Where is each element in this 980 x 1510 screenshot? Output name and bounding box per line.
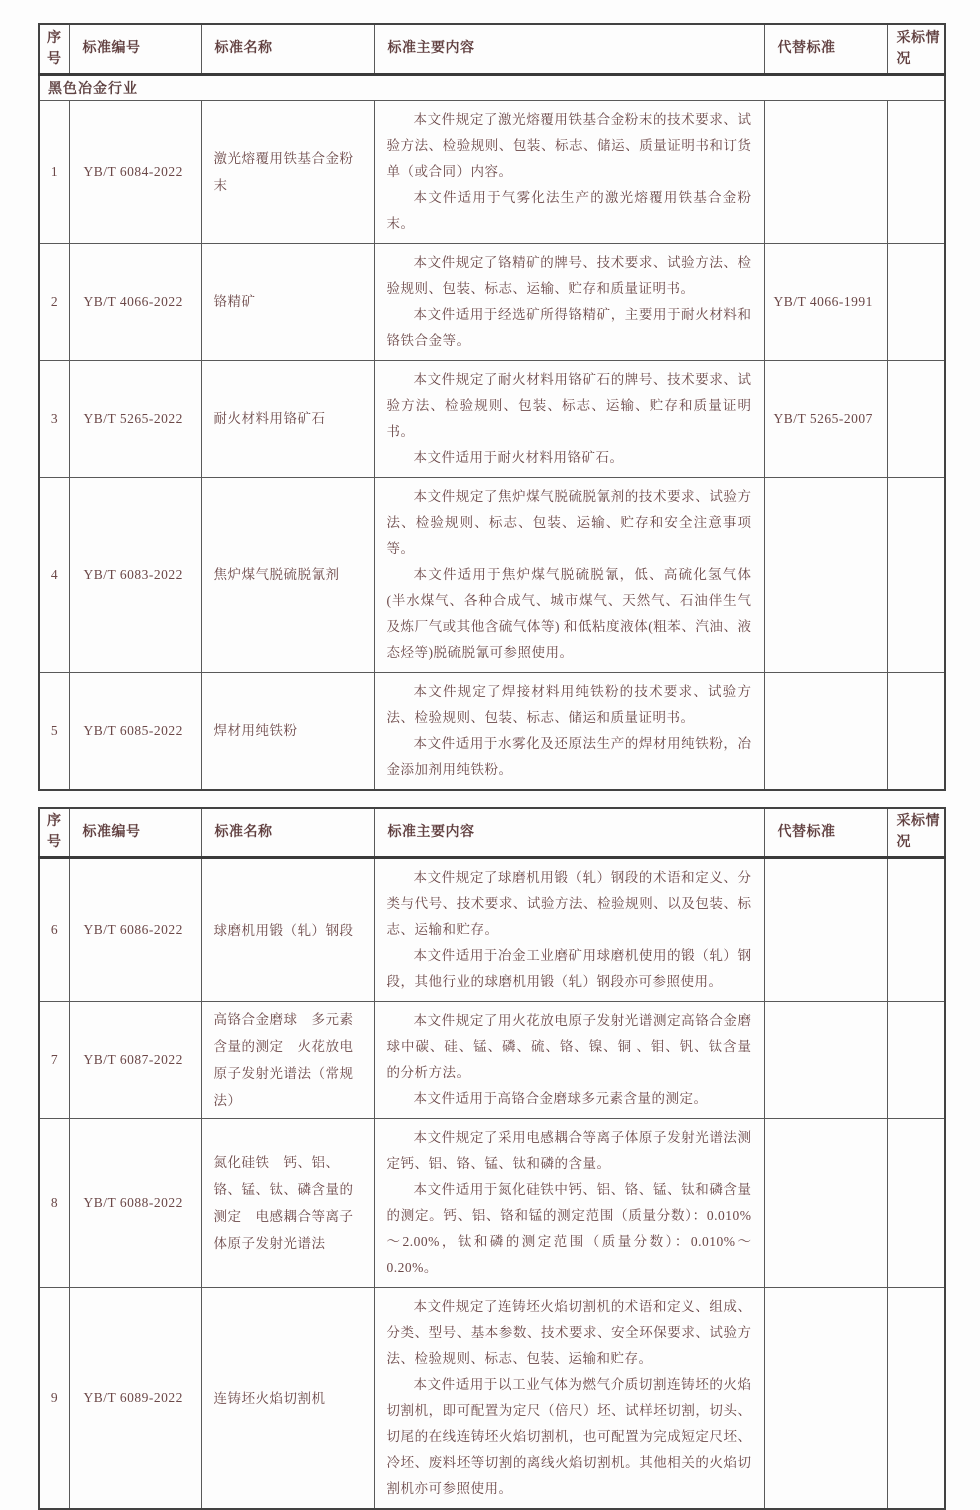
standard-content: [374, 360, 764, 477]
table-row: [39, 477, 945, 672]
standard-name: 耐火材料用铬矿石: [201, 360, 374, 477]
replaced-standard: [764, 1119, 887, 1288]
content-paragraph: 本文件适用于气雾化法生产的激光熔覆用铁基合金粉末。: [387, 185, 752, 237]
standard-content: [374, 1119, 764, 1288]
adoption-status: [887, 360, 945, 477]
row-number: 4: [39, 477, 69, 672]
content-paragraph: 本文件适用于经选矿所得铬精矿，主要用于耐火材料和铬铁合金等。: [387, 302, 752, 354]
standard-code: YB/T 6084-2022: [69, 100, 201, 243]
standard-code: YB/T 5265-2022: [69, 360, 201, 477]
content-paragraph: 本文件适用于焦炉煤气脱硫脱氰，低、高硫化氢气体(半水煤气、各种合成气、城市煤气、天然气、石油伴生气及炼厂气或其他含硫气体等) 和低粘度液体(粗苯、汽油、液态烃等)脱硫脱氰可参照使用。: [387, 562, 752, 666]
adoption-status: [887, 1002, 945, 1119]
content-paragraph: 本文件适用于以工业气体为燃气介质切割连铸坯的火焰切割机，即可配置为定尺（倍尺）坯、试样坯切割，切头、切尾的在线连铸坯火焰切割机，也可配置为完成短定尺坯、冷坯、废料坯等切割的离线火焰切割机。其他相关的火焰切割机亦可参照使用。: [387, 1372, 752, 1502]
standard-content: [374, 477, 764, 672]
replaced-standard: [764, 1288, 887, 1510]
row-number: 3: [39, 360, 69, 477]
column-header-adoption: 采标情况: [887, 24, 945, 74]
row-number: 8: [39, 1119, 69, 1288]
standard-code: YB/T 6083-2022: [69, 477, 201, 672]
row-number: 6: [39, 858, 69, 1002]
row-number: 5: [39, 672, 69, 790]
table-row: [39, 858, 945, 1002]
content-paragraph: 本文件适用于氮化硅铁中钙、铝、铬、锰、钛和磷含量的测定。钙、铝、铬和锰的测定范围（质量分数）：0.010%～2.00%，钛和磷的测定范围（质量分数）：0.010%～0.20%。: [387, 1177, 752, 1281]
standard-content: [374, 1288, 764, 1510]
replaced-standard: [764, 100, 887, 243]
content-paragraph: 本文件适用于水雾化及还原法生产的焊材用纯铁粉，冶金添加剂用纯铁粉。: [387, 731, 752, 783]
adoption-status: [887, 1288, 945, 1510]
table-row: [39, 243, 945, 360]
content-paragraph: 本文件规定了激光熔覆用铁基合金粉末的技术要求、试验方法、检验规则、包装、标志、储运、质量证明书和订货单（或合同）内容。: [387, 107, 752, 185]
table-row: [39, 1288, 945, 1510]
table-row: [39, 360, 945, 477]
content-paragraph: 本文件规定了焊接材料用纯铁粉的技术要求、试验方法、检验规则、包装、标志、储运和质量证明书。: [387, 679, 752, 731]
standard-name: 高铬合金磨球 多元素含量的测定 火花放电原子发射光谱法（常规法）: [201, 1002, 374, 1119]
column-header-name: 标准名称: [201, 24, 374, 74]
adoption-status: [887, 858, 945, 1002]
adoption-status: [887, 672, 945, 790]
standard-name: 铬精矿: [201, 243, 374, 360]
column-header-replaces: 代替标准: [764, 24, 887, 74]
column-header-name: 标准名称: [201, 808, 374, 858]
standard-name: 焦炉煤气脱硫脱氰剂: [201, 477, 374, 672]
standard-name: 焊材用纯铁粉: [201, 672, 374, 790]
table-row: [39, 1002, 945, 1119]
content-paragraph: 本文件适用于耐火材料用铬矿石。: [387, 445, 752, 471]
row-number: 2: [39, 243, 69, 360]
replaced-standard: YB/T 4066-1991: [764, 243, 887, 360]
table-row: [39, 672, 945, 790]
standard-name: 连铸坯火焰切割机: [201, 1288, 374, 1510]
standard-code: YB/T 6088-2022: [69, 1119, 201, 1288]
replaced-standard: [764, 477, 887, 672]
industry-section-row: [39, 74, 945, 100]
table-row: [39, 100, 945, 243]
replaced-standard: [764, 1002, 887, 1119]
column-header-adoption: 采标情况: [887, 808, 945, 858]
standard-content: [374, 672, 764, 790]
content-paragraph: 本文件规定了连铸坯火焰切割机的术语和定义、组成、分类、型号、基本参数、技术要求、安全环保要求、试验方法、检验规则、标志、包装、运输和贮存。: [387, 1294, 752, 1372]
standard-code: YB/T 6085-2022: [69, 672, 201, 790]
column-header-code: 标准编号: [69, 24, 201, 74]
standard-name: 氮化硅铁 钙、铝、铬、锰、钛、磷含量的测定 电感耦合等离子体原子发射光谱法: [201, 1119, 374, 1288]
adoption-status: [887, 1119, 945, 1288]
adoption-status: [887, 100, 945, 243]
content-paragraph: 本文件适用于冶金工业磨矿用球磨机使用的锻（轧）钢段，其他行业的球磨机用锻（轧）钢段亦可参照使用。: [387, 943, 752, 995]
content-paragraph: 本文件规定了球磨机用锻（轧）钢段的术语和定义、分类与代号、技术要求、试验方法、检验规则、以及包装、标志、运输和贮存。: [387, 865, 752, 943]
industry-section-title: 黑色冶金行业: [39, 74, 945, 100]
row-number: 1: [39, 100, 69, 243]
content-paragraph: 本文件规定了采用电感耦合等离子体原子发射光谱法测定钙、铝、铬、锰、钛和磷的含量。: [387, 1125, 752, 1177]
standard-code: YB/T 6089-2022: [69, 1288, 201, 1510]
column-header-code: 标准编号: [69, 808, 201, 858]
content-paragraph: 本文件适用于高铬合金磨球多元素含量的测定。: [387, 1086, 752, 1112]
content-paragraph: 本文件规定了耐火材料用铬矿石的牌号、技术要求、试验方法、检验规则、包装、标志、运输、贮存和质量证明书。: [387, 367, 752, 445]
row-number: 9: [39, 1288, 69, 1510]
standard-content: [374, 100, 764, 243]
column-header-no: 序号: [39, 808, 69, 858]
standards-table-2: [38, 807, 946, 1510]
column-header-replaces: 代替标准: [764, 808, 887, 858]
replaced-standard: [764, 858, 887, 1002]
content-paragraph: 本文件规定了铬精矿的牌号、技术要求、试验方法、检验规则、包装、标志、运输、贮存和质量证明书。: [387, 250, 752, 302]
replaced-standard: YB/T 5265-2007: [764, 360, 887, 477]
standard-content: [374, 858, 764, 1002]
standard-code: YB/T 6086-2022: [69, 858, 201, 1002]
standard-content: [374, 1002, 764, 1119]
standard-content: [374, 243, 764, 360]
table-header-row: [39, 24, 945, 74]
row-number: 7: [39, 1002, 69, 1119]
table-header-row: [39, 808, 945, 858]
standards-table-1: [38, 23, 946, 791]
content-paragraph: 本文件规定了用火花放电原子发射光谱测定高铬合金磨球中碳、硅、锰、磷、硫、铬、镍、铜 、钼、钒、钛含量的分析方法。: [387, 1008, 752, 1086]
standard-code: YB/T 6087-2022: [69, 1002, 201, 1119]
table-gap: [38, 791, 944, 807]
column-header-no: 序号: [39, 24, 69, 74]
content-paragraph: 本文件规定了焦炉煤气脱硫脱氰剂的技术要求、试验方法、检验规则、标志、包装、运输、贮存和安全注意事项等。: [387, 484, 752, 562]
table-row: [39, 1119, 945, 1288]
column-header-content: 标准主要内容: [374, 808, 764, 858]
standard-name: 激光熔覆用铁基合金粉末: [201, 100, 374, 243]
standard-code: YB/T 4066-2022: [69, 243, 201, 360]
column-header-content: 标准主要内容: [374, 24, 764, 74]
replaced-standard: [764, 672, 887, 790]
adoption-status: [887, 477, 945, 672]
adoption-status: [887, 243, 945, 360]
standard-name: 球磨机用锻（轧）钢段: [201, 858, 374, 1002]
